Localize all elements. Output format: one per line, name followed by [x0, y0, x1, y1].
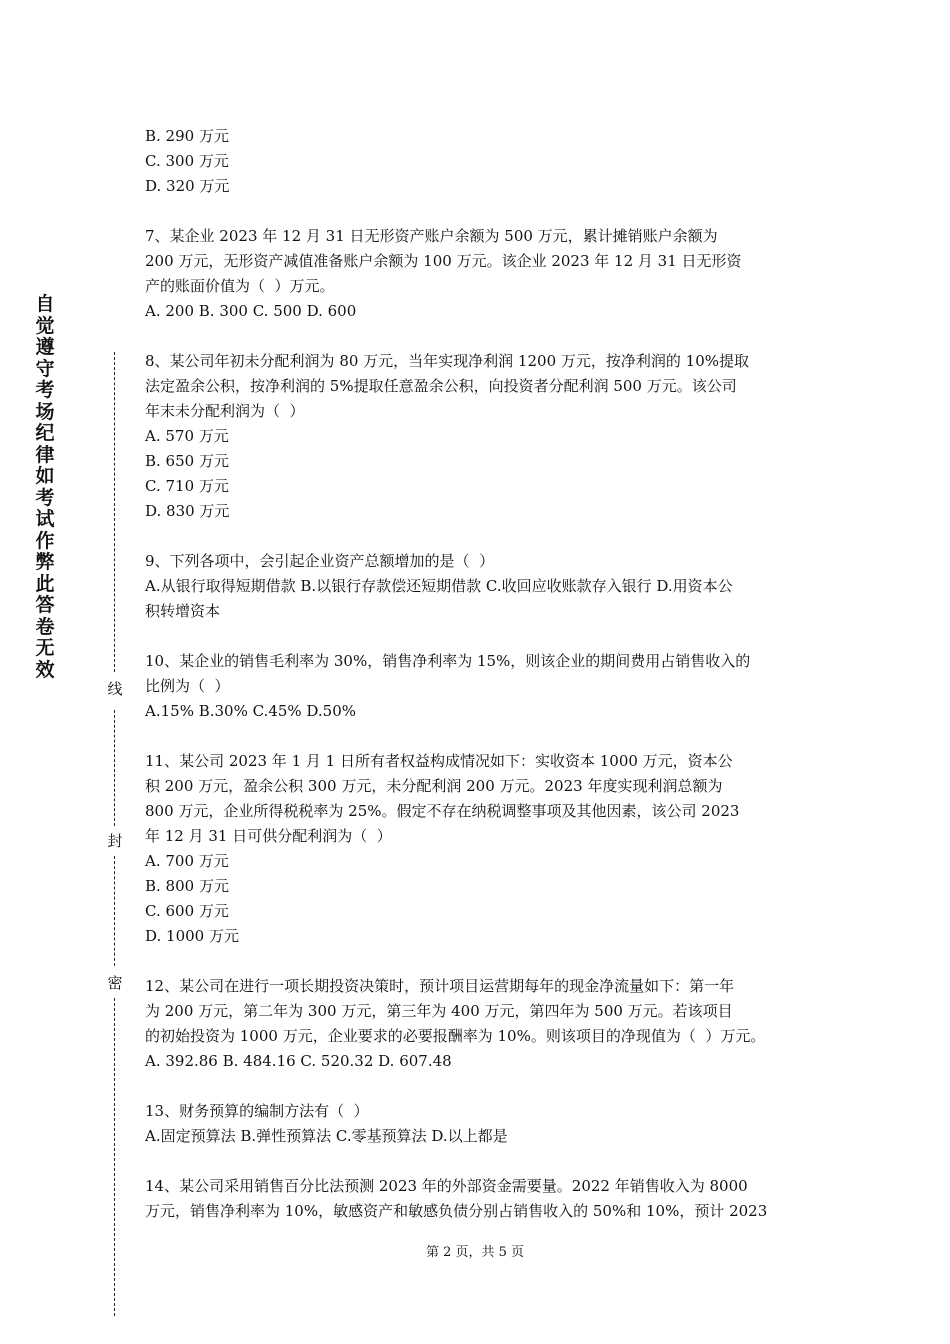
text-line: 13、财务预算的编制方法有（ ）: [145, 1102, 369, 1120]
question-block: [145, 649, 825, 724]
text-line: A. 200 B. 300 C. 500 D. 600: [145, 302, 357, 320]
text-line: A. 700 万元: [145, 852, 229, 870]
text-line: A.固定预算法 B.弹性预算法 C.零基预算法 D.以上都是: [145, 1127, 508, 1145]
block-gap: [145, 624, 825, 649]
text-line: 比例为（ ）: [145, 677, 230, 695]
block-gap: [145, 1074, 825, 1099]
text-line: 万元，销售净利率为 10%，敏感资产和敏感负债分别占销售收入的 50%和 10%，预计 2023: [145, 1202, 768, 1220]
text-line: C. 300 万元: [145, 152, 229, 170]
text-line: B. 290 万元: [145, 127, 229, 145]
text-line: 的初始投资为 1000 万元，企业要求的必要报酬率为 10%。则该项目的净现值为（ ）万元。: [145, 1027, 766, 1045]
question-content: [145, 124, 825, 1224]
text-line: 产的账面价值为（ ）万元。: [145, 277, 335, 295]
text-line: C. 600 万元: [145, 902, 229, 920]
text-line: 800 万元，企业所得税税率为 25%。假定不存在纳税调整事项及其他因素，该公司 2023: [145, 802, 740, 820]
question-block: [145, 749, 825, 949]
text-line: 积转增资本: [145, 602, 221, 620]
block-gap: [145, 1149, 825, 1174]
text-line: 年末未分配利润为（ ）: [145, 402, 305, 420]
question-block: [145, 974, 825, 1074]
question-block: [145, 349, 825, 524]
page-footer: 第 2 页，共 5 页: [425, 1245, 525, 1260]
text-line: D. 320 万元: [145, 177, 230, 195]
text-line: D. 1000 万元: [145, 927, 239, 945]
text-line: A. 392.86 B. 484.16 C. 520.32 D. 607.48: [145, 1052, 452, 1070]
question-block: [145, 124, 825, 199]
block-gap: [145, 199, 825, 224]
text-line: C. 710 万元: [145, 477, 229, 495]
text-line: 7、某企业 2023 年 12 月 31 日无形资产账户余额为 500 万元，累计摊销账户余额为: [145, 227, 718, 245]
block-gap: [145, 949, 825, 974]
seal-char-mi: 密: [107, 974, 123, 992]
text-line: 200 万元，无形资产减值准备账户余额为 100 万元。该企业 2023 年 12 月 31 日无形资: [145, 252, 742, 270]
binding-dashed-line: [114, 998, 115, 1316]
text-line: 法定盈余公积，按净利润的 5%提取任意盈余公积，向投资者分配利润 500 万元。该公司: [145, 377, 737, 395]
side-warning-text: 自觉遵守考场纪律如考试作弊此答卷无效: [35, 293, 55, 681]
text-line: A. 570 万元: [145, 427, 229, 445]
text-line: 10、某企业的销售毛利率为 30%，销售净利率为 15%，则该企业的期间费用占销售收入的: [145, 652, 751, 670]
question-block: [145, 1099, 825, 1149]
text-line: 年 12 月 31 日可供分配利润为（ ）: [145, 827, 392, 845]
block-gap: [145, 324, 825, 349]
text-line: B. 650 万元: [145, 452, 229, 470]
binding-dashed-line: [114, 856, 115, 966]
text-line: 9、下列各项中，会引起企业资产总额增加的是（ ）: [145, 552, 495, 570]
seal-char-line: 线: [107, 680, 123, 698]
question-block: [145, 224, 825, 324]
text-line: A.从银行取得短期借款 B.以银行存款偿还短期借款 C.收回应收账款存入银行 D.用资本公: [145, 577, 733, 595]
binding-dashed-line: [114, 352, 115, 672]
seal-char-feng: 封: [107, 832, 123, 850]
text-line: 为 200 万元，第二年为 300 万元，第三年为 400 万元，第四年为 500 万元。若该项目: [145, 1002, 733, 1020]
block-gap: [145, 724, 825, 749]
text-line: 12、某公司在进行一项长期投资决策时，预计项目运营期每年的现金净流量如下：第一年: [145, 977, 735, 995]
text-line: 积 200 万元，盈余公积 300 万元，未分配利润 200 万元。2023 年度实现利润总额为: [145, 777, 723, 795]
question-block: [145, 549, 825, 624]
text-line: 11、某公司 2023 年 1 月 1 日所有者权益构成情况如下：实收资本 1000 万元，资本公: [145, 752, 733, 770]
text-line: B. 800 万元: [145, 877, 229, 895]
text-line: 14、某公司采用销售百分比法预测 2023 年的外部资金需要量。2022 年销售收入为 8000: [145, 1177, 748, 1195]
text-line: A.15% B.30% C.45% D.50%: [145, 702, 357, 720]
block-gap: [145, 524, 825, 549]
binding-dashed-line: [114, 710, 115, 826]
text-line: 8、某公司年初未分配利润为 80 万元，当年实现净利润 1200 万元，按净利润的 10%提取: [145, 352, 749, 370]
text-line: D. 830 万元: [145, 502, 230, 520]
question-block: [145, 1174, 825, 1224]
